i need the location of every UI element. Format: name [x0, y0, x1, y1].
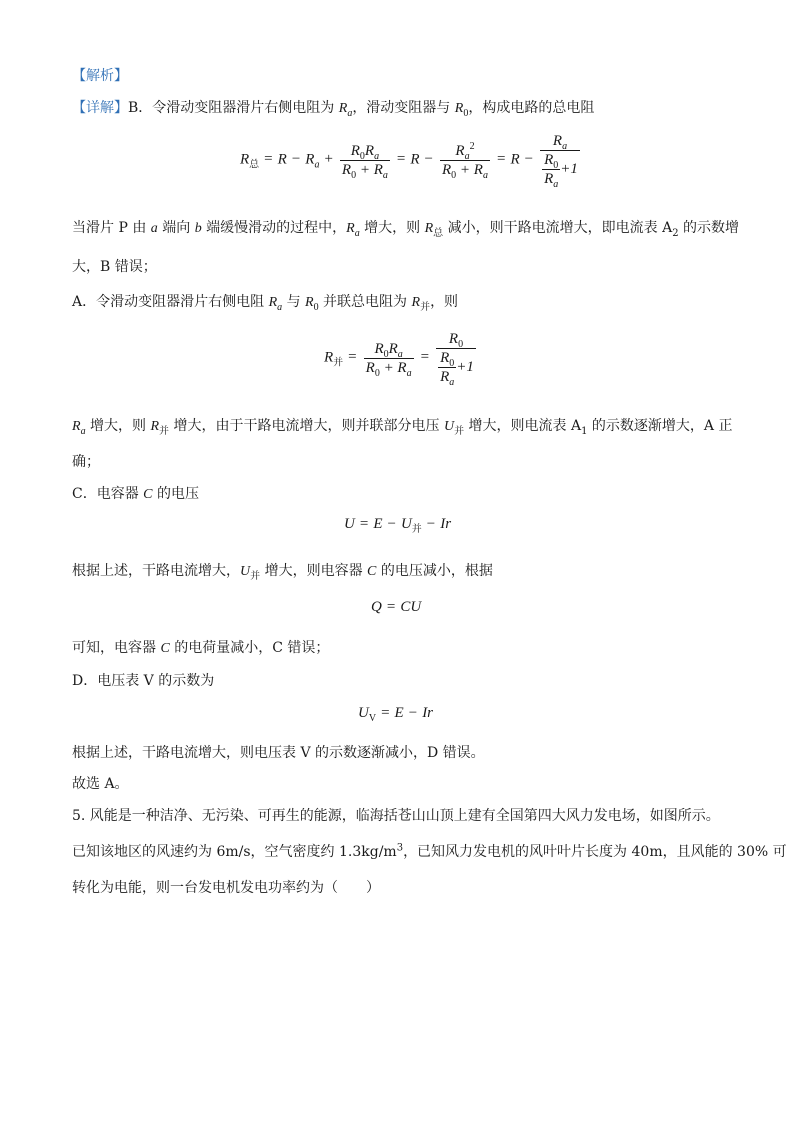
- question-5-line-2: 已知该地区的风速约为 6m/s，空气密度约 $1.3kg/m^3$，已知风力发电机的风叶叶片长度为 40m，且风能的 30% 可: [72, 842, 787, 860]
- paragraph-a-reasoning-2: 确；: [72, 454, 100, 470]
- paragraph-c-reasoning: 根据上述，干路电流增大，$U_并$ 增大，则电容器 C 的电压减小，根据: [72, 563, 493, 582]
- equation-total-resistance: $R_总 = R - R_a$ + $\frac{R_0R_a}{R_0 + R_a}$ = R − $\frac{R_a^2}{R_0 + R_a}$ = R − $R_a$ $\frac{R_0}{R_a}$ +1: [240, 133, 578, 190]
- paragraph-a-intro: A．令滑动变阻器滑片右侧电阻 $R_a$ 与 $R_0$ 并联总电阻为 $R_并$，则: [72, 294, 459, 313]
- equation-charge: Q = CU: [371, 599, 422, 615]
- question-5-line-1: 5. 风能是一种洁净、无污染、可再生的能源，临海括苍山山顶上建有全国第四大风力发电场，如图所示。: [72, 808, 720, 824]
- answer-line: 故选 A。: [72, 776, 129, 792]
- paragraph-d-conclusion: 根据上述，干路电流增大，则电压表 V 的示数逐渐减小，D 错误。: [72, 745, 485, 761]
- question-5-line-3: 转化为电能，则一台发电机发电功率约为（ ）: [72, 880, 380, 896]
- analysis-heading: 【解析】: [72, 68, 128, 84]
- paragraph-b-reasoning-2: 大，B 错误；: [72, 259, 157, 275]
- paragraph-c-intro: C．电容器 C 的电压: [72, 486, 199, 502]
- paragraph-b-reasoning-1: 当滑片 P 由 a 端向 b 端缓慢滑动的过程中，$R_a$ 增大，则 $R_总$ 减小，则干路电流增大，即电流表 $A_2$ 的示数增: [72, 220, 740, 239]
- paragraph-d-intro: D．电压表 V 的示数为: [72, 673, 215, 689]
- equation-parallel-resistance: $R_并$ = $\frac{R_0R_a}{R_0 + R_a}$ = $R_0$ $\frac{R_0}{R_a}$ +1: [324, 331, 474, 388]
- paragraph-b-intro: 【详解】B．令滑动变阻器滑片右侧电阻为 $R_a$，滑动变阻器与 $R_0$，构成电路的总电阻: [72, 100, 595, 119]
- equation-capacitor-voltage: $U = E - U_并 - Ir$: [344, 516, 452, 535]
- paragraph-c-conclusion: 可知，电容器 C 的电荷量减小，C 错误；: [72, 640, 330, 656]
- detail-tag: 【详解】: [72, 100, 128, 116]
- paragraph-a-reasoning-1: $R_a$ 增大，则 $R_并$ 增大，由于干路电流增大，则并联部分电压 $U_并$ 增大，则电流表 $A_1$ 的示数逐渐增大，A 正: [72, 418, 733, 437]
- equation-voltmeter: $U_V = E - Ir$: [358, 705, 434, 724]
